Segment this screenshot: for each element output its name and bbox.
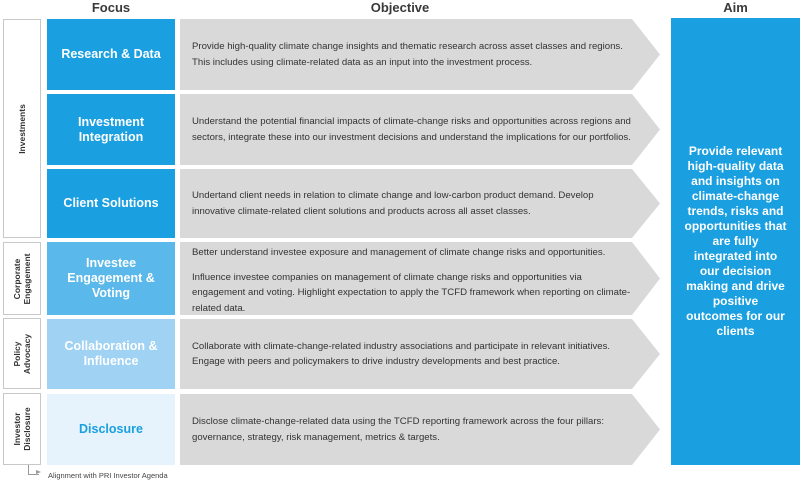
group-investor-disclosure [3, 393, 41, 465]
focus-research-data: Research & Data [47, 19, 175, 90]
objective-text: Understand the potential financial impacts of climate-change risks and opportunities across regions and sectors, integrate these into our investment decisions and understand the implications for our portfolios. [192, 116, 631, 143]
objective-collaboration-influence [180, 319, 660, 389]
objective-disclosure [180, 394, 660, 465]
objective-text-2: Influence investee companies on management of climate change risks and opportunities via engagement and voting. Highlight expectation to apply the TCFD framework when reporting on climate-related data. [192, 271, 631, 314]
objective-text: Collaborate with climate-change-related industry associations and participate in relevant initiatives. Engage with peers and policymakers to drive industry developments and best practice. [192, 340, 611, 367]
objective-text-1: Better understand investee exposure and management of climate change risks and opportunities. [192, 247, 606, 258]
group-investor-disclosure-line1: Investor [12, 412, 22, 446]
focus-collaboration-influence: Collaboration & Influence [47, 319, 175, 389]
group-policy-advocacy-line2: Advocacy [22, 333, 32, 374]
objective-header: Objective [370, 0, 430, 15]
aim-header: Aim [723, 0, 748, 15]
alignment-arrow-icon [36, 470, 41, 474]
group-corporate-engagement-line2: Engagement [22, 252, 32, 305]
objective-investee-engagement [180, 242, 660, 315]
focus-header: Focus [91, 0, 131, 15]
aim-box [671, 18, 800, 465]
group-corporate-engagement-label [12, 253, 32, 304]
group-corporate-engagement-line1: Corporate [12, 258, 22, 299]
group-policy-advocacy-line1: Policy [12, 340, 22, 367]
focus-investee-engagement: Investee Engagement & Voting [47, 242, 175, 315]
group-corporate-engagement [3, 242, 41, 315]
group-investor-disclosure-label [12, 407, 32, 450]
group-investments [3, 19, 41, 238]
objective-text: Undertand client needs in relation to climate change and low-carbon product demand. Develop innovative climate-related client solutions and products across all asset classes. [192, 190, 594, 217]
focus-client-solutions: Client Solutions [47, 169, 175, 238]
objective-investment-integration [180, 94, 660, 165]
group-investments-label: Investments [17, 103, 27, 154]
group-policy-advocacy-label [12, 333, 32, 373]
aim-text: Provide relevant high-quality data and insights on climate-change trends, risks and opportunities that are fully integrated into our decision making and drive positive outcomes for our clients [684, 144, 787, 338]
objective-text: Provide high-quality climate change insights and thematic research across asset classes and regions. This includes using climate-related data as an input into the investment process. [192, 41, 623, 68]
objective-research-data [180, 19, 660, 90]
group-investor-disclosure-line2: Disclosure [22, 407, 32, 451]
group-policy-advocacy [3, 318, 41, 389]
focus-investment-integration: Investment Integration [47, 94, 175, 165]
alignment-footnote: Alignment with PRI Investor Agenda [48, 471, 168, 480]
objective-client-solutions [180, 169, 660, 238]
focus-disclosure: Disclosure [47, 394, 175, 465]
objective-text: Disclose climate-change-related data using the TCFD reporting framework across the four pillars: governance, strategy, risk management, metrics & targets. [192, 416, 604, 443]
